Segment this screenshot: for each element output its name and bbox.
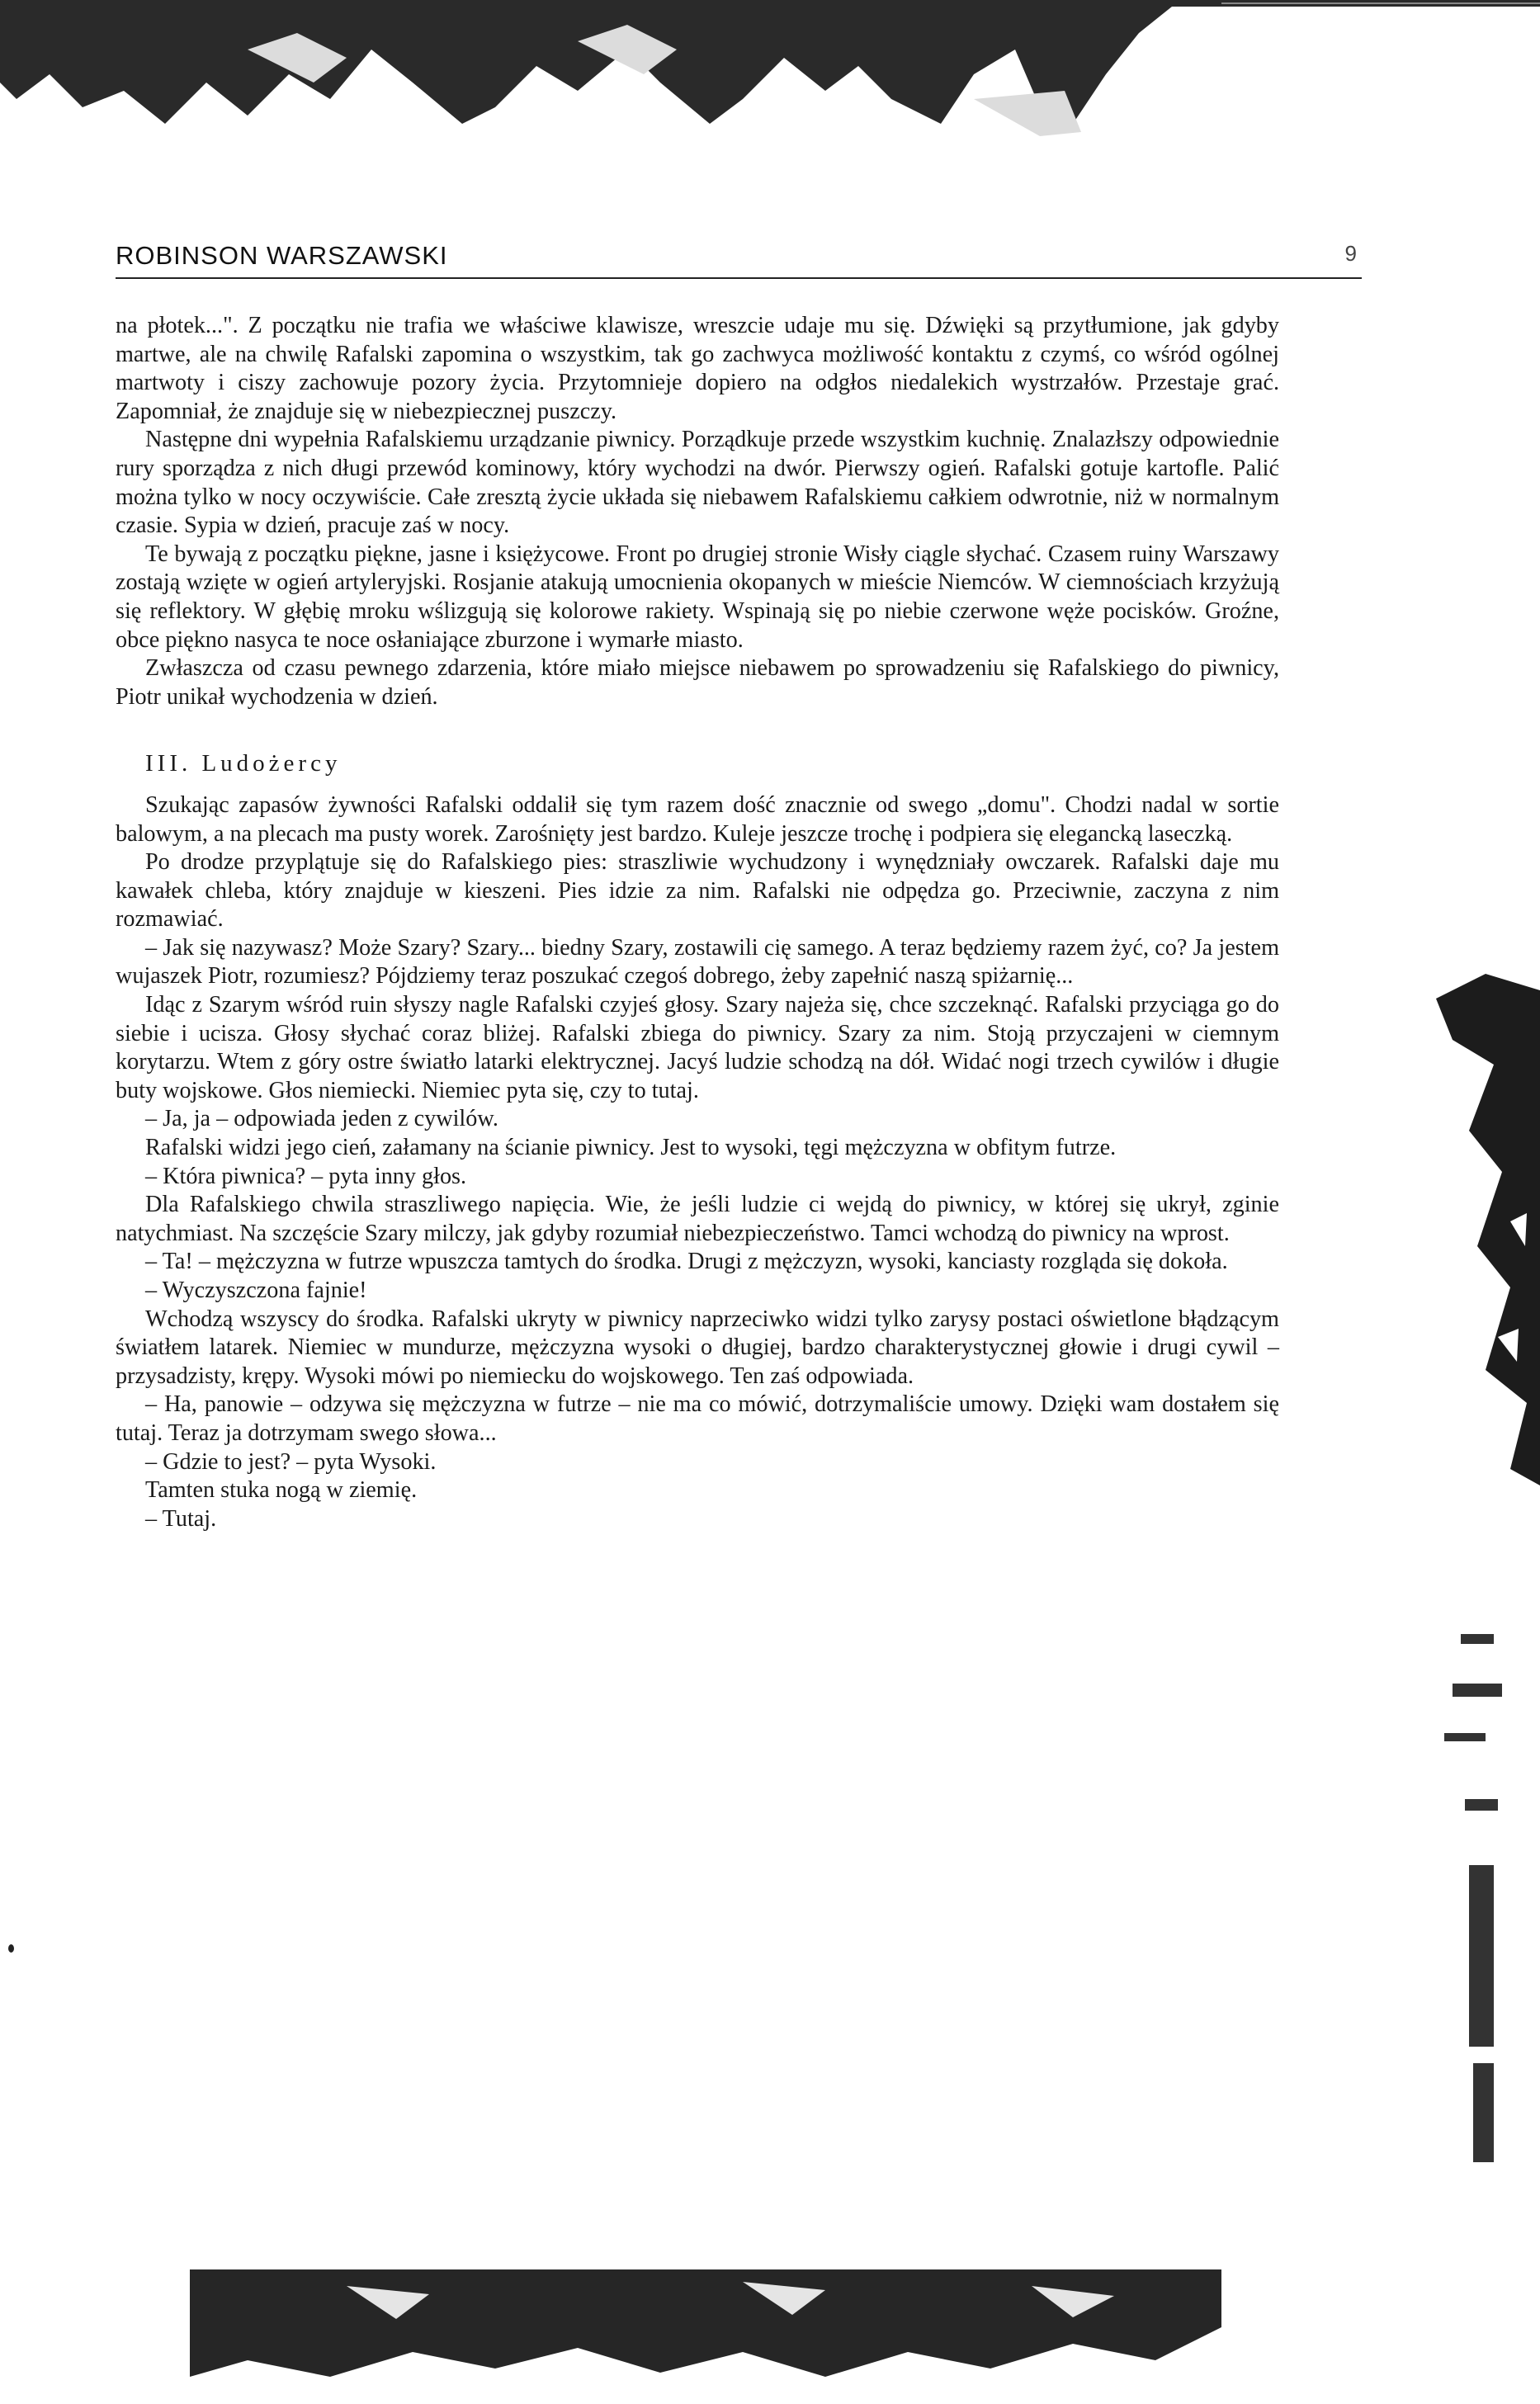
running-title: ROBINSON WARSZAWSKI <box>116 241 448 270</box>
paragraph: Zwłaszcza od czasu pewnego zdarzenia, które miało miejsce niebawem po sprowadzeniu się Rafalskiego do piwnicy, Piotr unikał wychodzenia w dzień. <box>116 655 1279 710</box>
paragraph: – Ta! – mężczyzna w futrze wpuszcza tamtych do środka. Drugi z mężczyzn, wysoki, kanciasty rozgląda się dokoła. <box>145 1249 1228 1275</box>
paragraph: – Która piwnica? – pyta inny głos. <box>145 1163 467 1189</box>
paragraph: – Tutaj. <box>145 1505 217 1532</box>
paragraph: Rafalski widzi jego cień, załamany na ścianie piwnicy. Jest to wysoki, tęgi mężczyzna w obfitym futrze. <box>145 1135 1117 1161</box>
paragraph: Te bywają z początku piękne, jasne i księżycowe. Front po drugiej stronie Wisły ciągle słychać. Czasem ruiny Warszawy zostają wzięte w ogień artyleryjski. Rosjanie atakują umocnienia okopanych w mieście Niemców. W ciemnościach krzyżują się reflektory. W głębię mroku wślizgują się kolorowe rakiety. Wspinają się po niebie czerwone węże pocisków. Groźne, obce piękno nasyca te noce osłaniające zburzone i wymarłe miasto. <box>116 541 1279 653</box>
running-head <box>116 241 1362 279</box>
paragraph: Tamten stuka nogą w ziemię. <box>145 1477 418 1504</box>
paragraph: – Gdzie to jest? – pyta Wysoki. <box>145 1448 437 1475</box>
paragraph: na płotek...". Z początku nie trafia we właściwe klawisze, wreszcie udaje mu się. Dźwięki są przytłumione, jak gdyby martwe, ale na chwilę Rafalski zapomina o wszystkim, tak go zachwyca możliwość kontaktu z czymś, co wśród ogólnej martwoty i ciszy zachowuje pozory życia. Przytomnieje dopiero na odgłos niedalekich wystrzałów. Przestaje grać. Zapomniał, że znajduje się w niebezpiecznej puszczy. <box>116 313 1279 424</box>
paragraph: Po drodze przyplątuje się do Rafalskiego pies: straszliwie wychudzony i wynędzniały owczarek. Rafalski daje mu kawałek chleba, który znajduje w kieszeni. Pies idzie za nim. Rafalski nie odpędza go. Przeciwnie, zaczyna z nim rozmawiać. <box>116 849 1279 933</box>
page-number: 9 <box>1344 241 1357 266</box>
paragraph: Dla Rafalskiego chwila straszliwego napięcia. Wie, że jeśli ludzie ci wejdą do piwnicy, w której się ukrył, zginie natychmiast. Na szczęście Szary milczy, jak gdyby rozumiał niebezpieczeństwo. Tamci wchodzą do piwnicy na wprost. <box>116 1192 1279 1246</box>
paragraph: Szukając zapasów żywności Rafalski oddalił się tym razem dość znacznie od swego „domu". Chodzi nadal w sortie balowym, a na plecach ma pusty worek. Zarośnięty jest bardzo. Kuleje jeszcze trochę i podpiera się elegancką laseczką. <box>116 791 1279 847</box>
body-text <box>116 312 1279 1533</box>
paragraph: – Ha, panowie – odzywa się mężczyzna w futrze – nie ma co mówić, dotrzymaliście umowy. Dzięki wam dostałem się tutaj. Teraz ja dotrzymam swego słowa... <box>116 1391 1279 1446</box>
paragraph: Wchodzą wszyscy do środka. Rafalski ukryty w piwnicy naprzeciwko widzi tylko zarysy postaci oświetlone błądzącym światłem latarek. Niemiec w mundurze, mężczyzna wysoki o długiej, bardzo charakterystycznej głowie i drugi cywil – przysadzisty, krępy. Wysoki mówi po niemiecku do wojskowego. Ten zaś odpowiada. <box>116 1306 1279 1389</box>
paragraph: – Jak się nazywasz? Może Szary? Szary... biedny Szary, zostawili cię samego. A teraz będziemy razem żyć, co? Ja jestem wujaszek Piotr, rozumiesz? Pójdziemy teraz poszukać czegoś dobrego, żeby zapełnić naszą spiżarnię... <box>116 934 1279 989</box>
paragraph: – Ja, ja – odpowiada jeden z cywilów. <box>145 1106 498 1132</box>
paragraph: – Wyczyszczona fajnie! <box>145 1278 367 1303</box>
side-decorative-artwork <box>1420 974 1540 2179</box>
top-decorative-artwork <box>0 0 1540 140</box>
paragraph: Następne dni wypełnia Rafalskiemu urządzanie piwnicy. Porządkuje przede wszystkim kuchnię. Znalazłszy odpowiednie rury sporządza z nich długi przewód kominowy, który wychodzi na dwór. Pierwszy ogień. Rafalski gotuje kartofle. Palić można tylko w nocy oczywiście. Całe zresztą życie układa się niebawem Rafalskiemu całkiem odwrotnie, niż w normalnym czasie. Sypia w dzień, pracuje zaś w nocy. <box>116 427 1279 539</box>
paragraph: Idąc z Szarym wśród ruin słyszy nagle Rafalski czyjeś głosy. Szary najeża się, chce szczeknąć. Rafalski przyciąga go do siebie i ucisza. Głosy słychać coraz bliżej. Rafalski zbiega do piwnicy. Szary za nim. Stoją przyczajeni w ciemnym korytarzu. Wtem z góry ostre światło latarki elektrycznej. Jacyś ludzie schodzą na dół. Widać nogi trzech cywilów i długie buty wojskowe. Głos niemiecki. Niemiec pyta się, czy to tutaj. <box>116 992 1279 1103</box>
chapter-heading: III. Ludożercy <box>145 750 342 777</box>
margin-mark <box>8 1944 14 1953</box>
bottom-decorative-artwork <box>0 2236 1540 2404</box>
